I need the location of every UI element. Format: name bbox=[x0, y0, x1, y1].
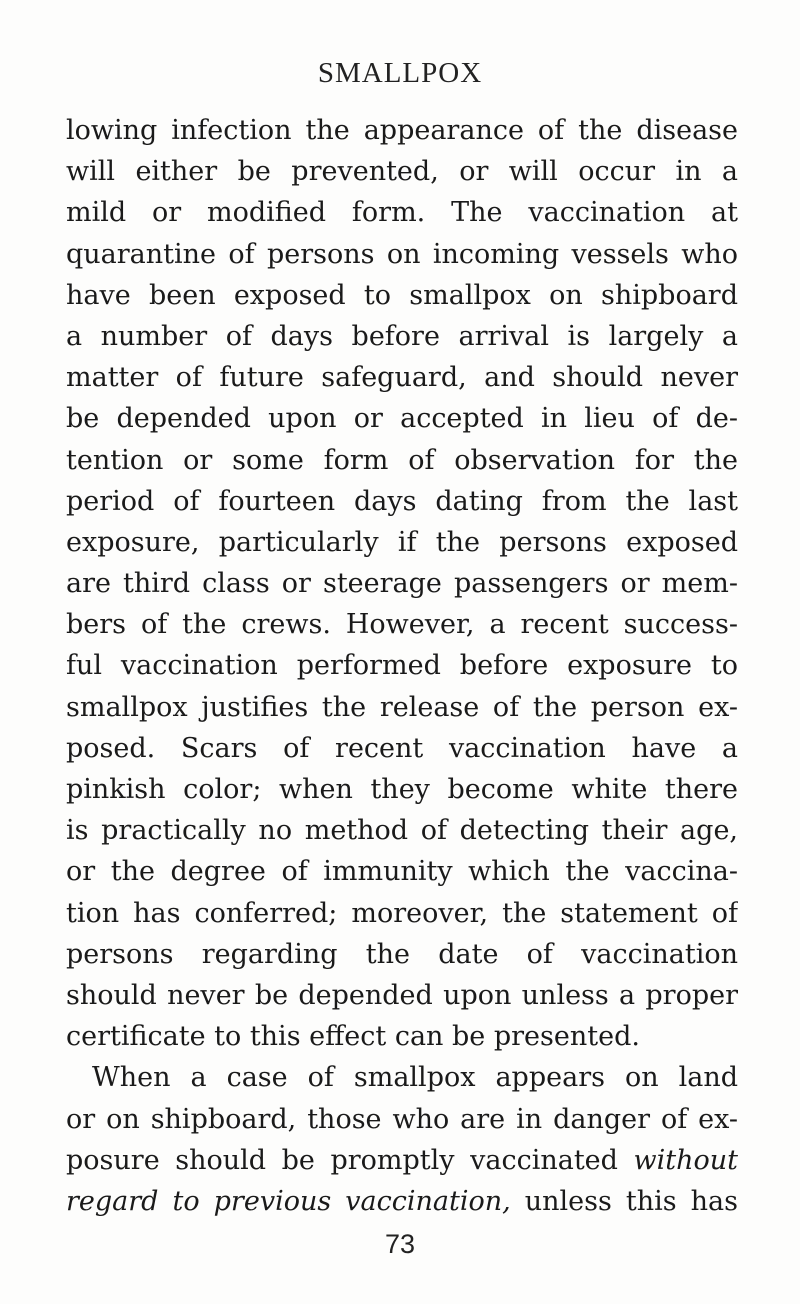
text-line: matter of future safeguard, and should never bbox=[66, 362, 738, 394]
text-line: lowing infection the appearance of the disease bbox=[66, 115, 738, 146]
italic-emphasis: without bbox=[633, 1144, 738, 1176]
italic-emphasis: regard to previous vaccination, bbox=[66, 1185, 511, 1217]
text-line: tention or some form of observation for the bbox=[66, 444, 738, 476]
text-line: or on shipboard, those who are in danger of ex- bbox=[66, 1103, 738, 1135]
text-line: posed. Scars of recent vaccination have a bbox=[66, 732, 738, 764]
text-line: have been exposed to smallpox on shipboard bbox=[66, 279, 738, 311]
text-line: a number of days before arrival is largely a bbox=[66, 320, 738, 352]
text-line: tion has conferred; moreover, the statement of bbox=[66, 897, 738, 929]
body-text bbox=[66, 110, 738, 1222]
text-line: are third class or steerage passengers or mem- bbox=[66, 568, 738, 600]
text-line: bers of the crews. However, a recent success- bbox=[66, 609, 738, 641]
text-line: smallpox justifies the release of the person ex- bbox=[66, 691, 738, 723]
text-line: quarantine of persons on incoming vessels who bbox=[66, 238, 738, 270]
text-line: will either be prevented, or will occur in a bbox=[66, 156, 738, 188]
text-line: pinkish color; when they become white there bbox=[66, 774, 738, 805]
text-line: period of fourteen days dating from the last bbox=[66, 485, 738, 517]
text-line: should never be depended upon unless a proper bbox=[66, 979, 738, 1011]
running-header: SMALLPOX bbox=[317, 57, 483, 89]
text-line: When a case of smallpox appears on land bbox=[92, 1062, 738, 1094]
text-line: ful vaccination performed before exposure to bbox=[66, 650, 738, 682]
text-line: or the degree of immunity which the vaccina- bbox=[66, 856, 738, 888]
text-line: persons regarding the date of vaccination bbox=[66, 938, 738, 970]
text-line: exposure, particularly if the persons exposed bbox=[66, 526, 738, 558]
text-line: mild or modified form. The vaccination at bbox=[66, 197, 738, 229]
text-line: is practically no method of detecting their age, bbox=[66, 815, 738, 847]
text-line: be depended upon or accepted in lieu of de- bbox=[66, 403, 738, 435]
text-line: certificate to this effect can be presented. bbox=[66, 1021, 640, 1053]
text-segment: posure should be promptly vaccinated bbox=[66, 1144, 618, 1176]
text-line-with-emphasis bbox=[66, 1181, 738, 1222]
text-segment: unless this has bbox=[524, 1185, 738, 1217]
page-number: 73 bbox=[384, 1229, 416, 1259]
text-line-with-emphasis bbox=[66, 1140, 738, 1181]
